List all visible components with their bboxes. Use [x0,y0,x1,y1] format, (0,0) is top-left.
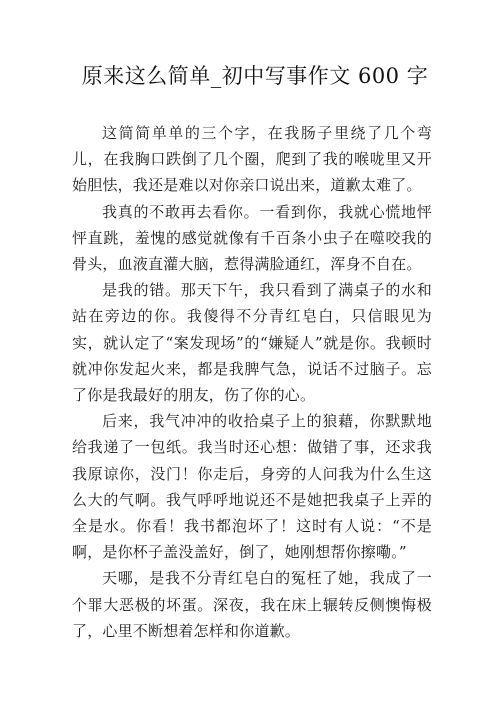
paragraph-4: 后来，我气冲冲的收拾桌子上的狼藉，你默默地给我递了一包纸。我当时还心想：做错了事，还求我我原谅你，没门！你走后，身旁的人问我为什么生这么大的气啊。我气呼呼地说还不是她把我桌子上弄的全是水。你看！我书都泡坏了！这时有人说：“不是啊，是你杯子盖没盖好，倒了，她刚想帮你擦嘞。” [72,412,432,562]
paragraph-1: 这简简单单的三个字，在我肠子里绕了几个弯儿，在我胸口跌倒了几个圈，爬到了我的喉咙里又开始胆怯，我还是难以对你亲口说出来，道歉太难了。 [72,124,432,195]
paragraph-3: 是我的错。那天下午，我只看到了满桌子的水和站在旁边的你。我傻得不分青红皂白，只信眼见为实，就认定了“案发现场”的“嫌疑人”就是你。我顿时就冲你发起火来，都是我脾气急，说话不过脑子。忘了你是我最好的朋友，伤了你的心。 [72,281,432,405]
document-title: 原来这么简单_初中写事作文 600 字 [81,64,429,88]
paragraph-2: 我真的不敢再去看你。一看到你，我就心慌地怦怦直跳，羞愧的感觉就像有千百条小虫子在噬咬我的骨头，血液直灌大脑，惹得满脸通红，浑身不自在。 [72,202,432,274]
paragraph-5: 天哪，是我不分青红皂白的冤枉了她，我成了一个罪大恶极的坏蛋。深夜，我在床上辗转反侧懊悔极了，心里不断想着怎样和你道歉。 [72,569,432,640]
